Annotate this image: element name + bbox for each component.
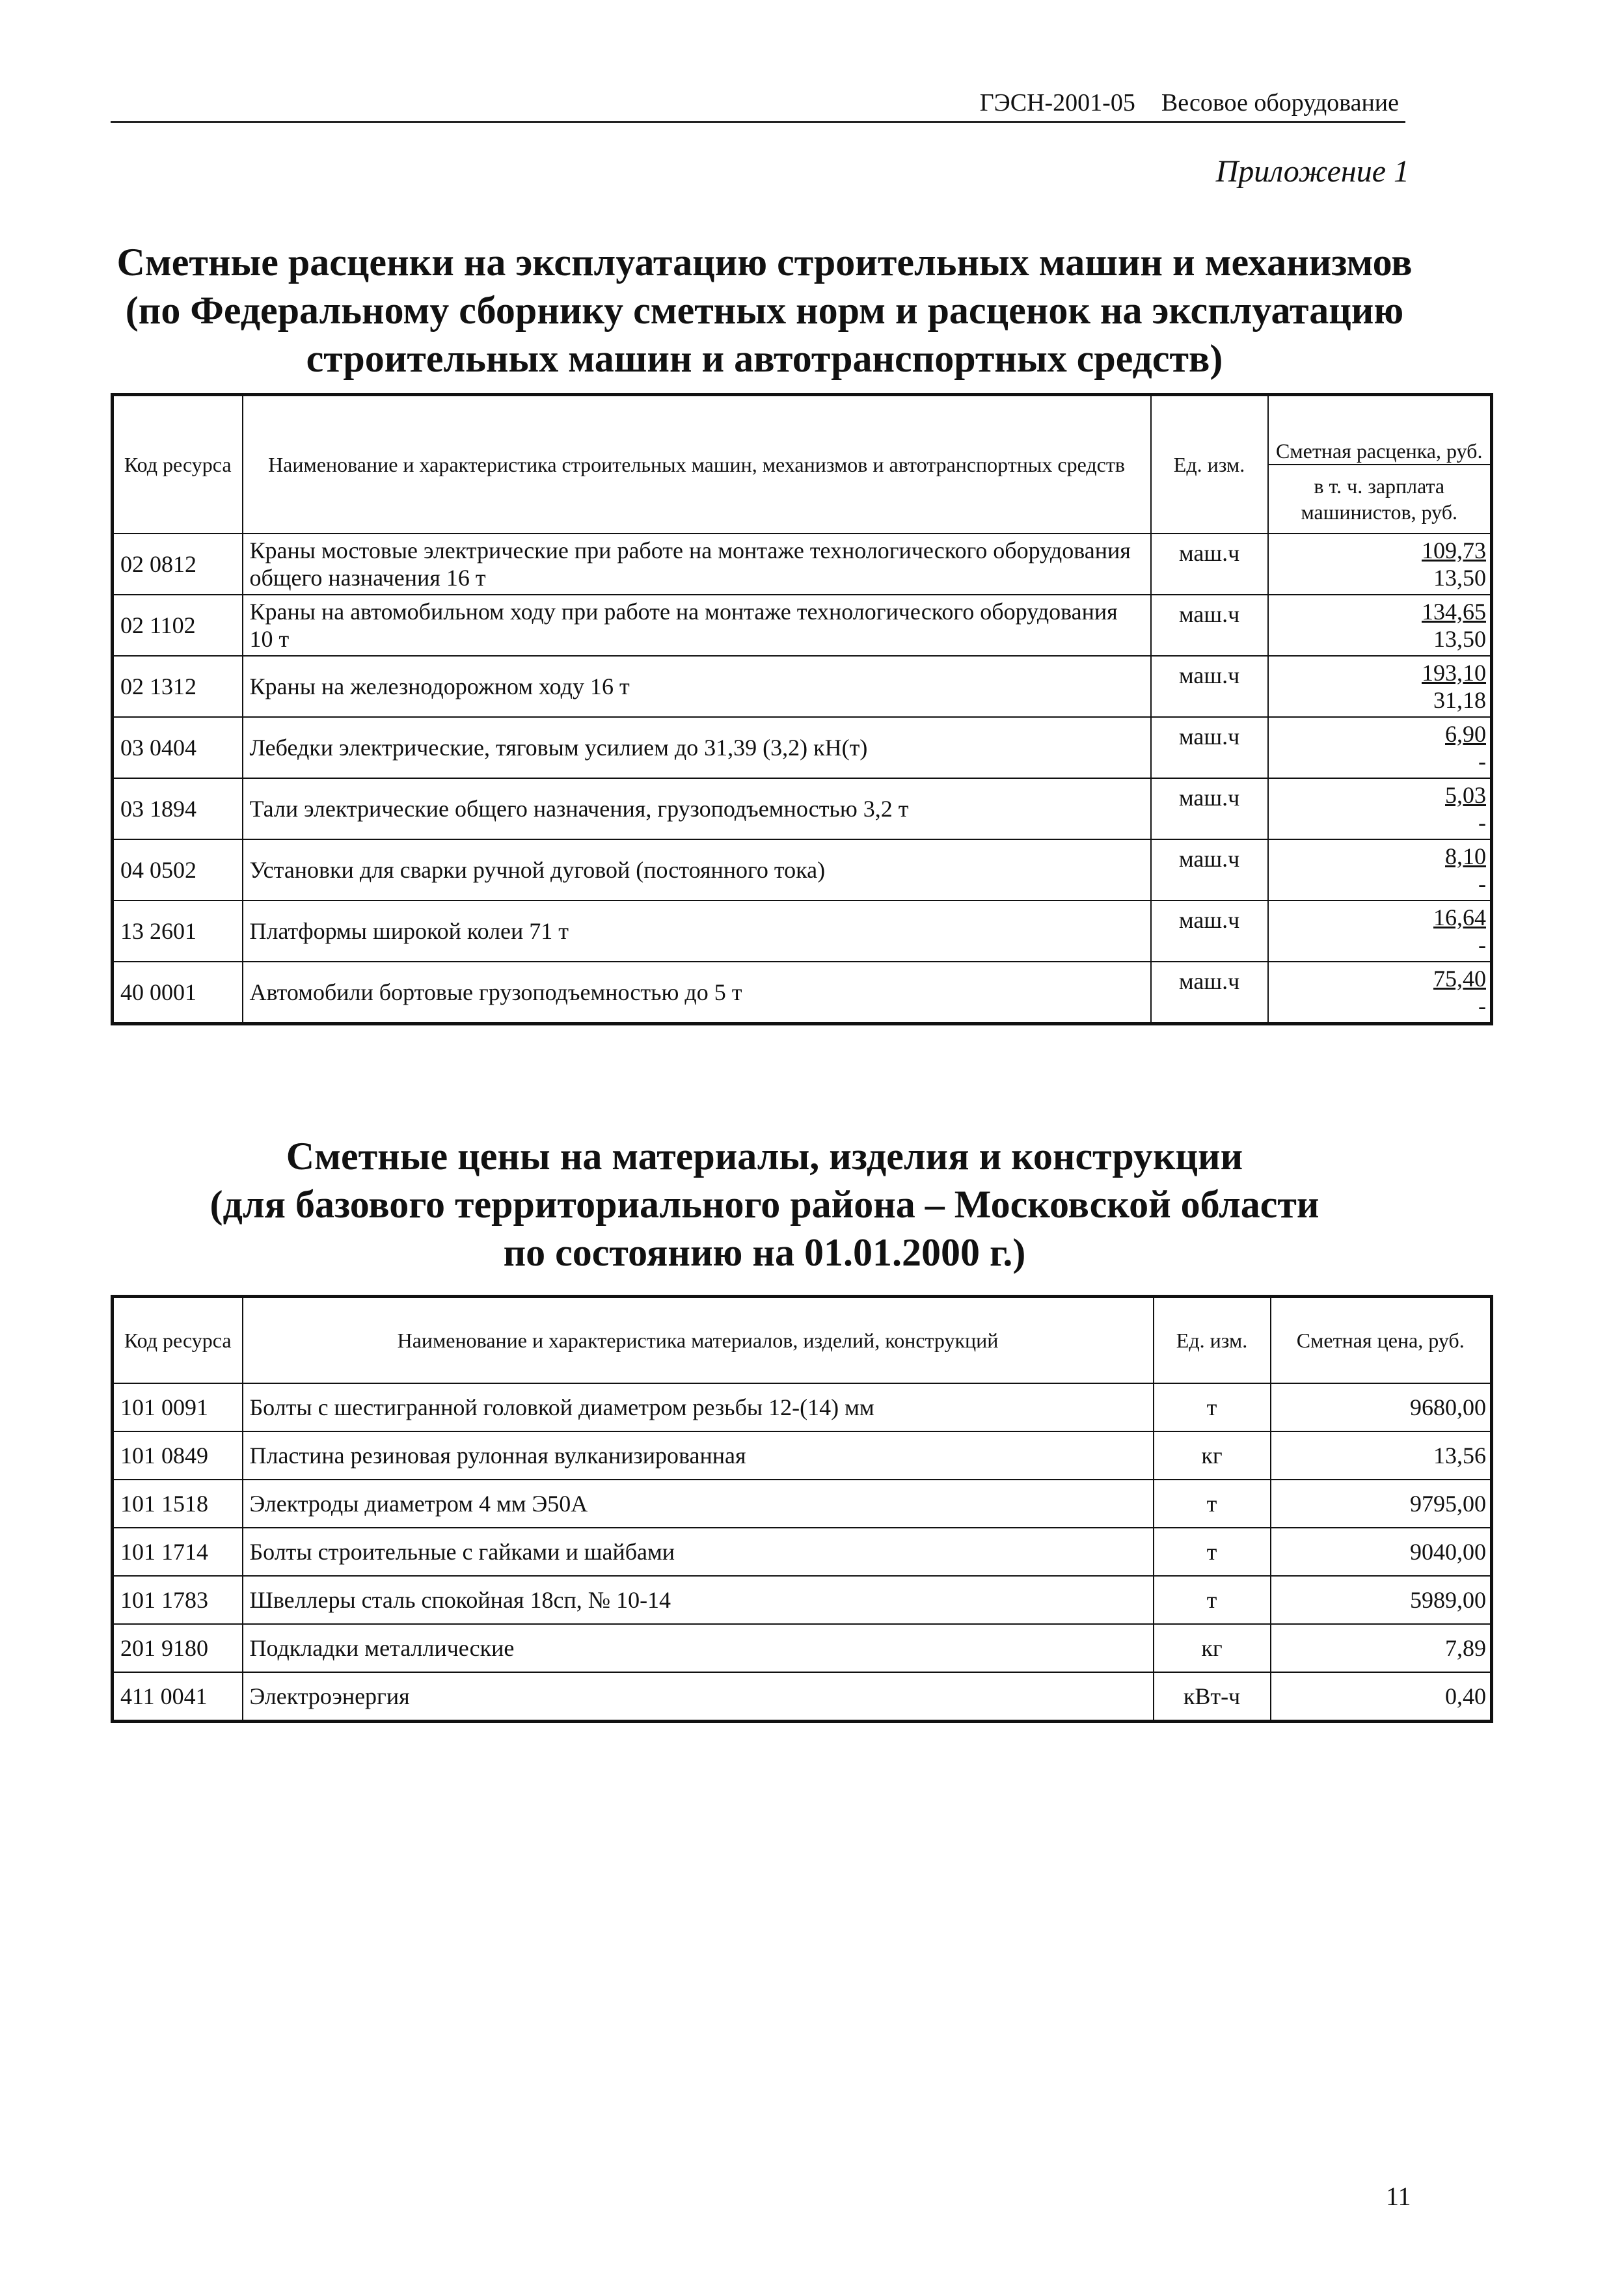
table-header-row [113,1297,1492,1384]
resource-unit: маш.ч [1151,778,1268,839]
resource-unit: маш.ч [1151,901,1268,962]
resource-code: 02 1102 [113,595,243,656]
resource-price: 7,89 [1271,1624,1492,1672]
resource-price: 5989,00 [1271,1576,1492,1624]
table-header-row [113,395,1492,465]
resource-code: 13 2601 [113,901,243,962]
resource-code: 04 0502 [113,839,243,901]
machine-price: 8,10 [1445,843,1486,869]
resource-price: 9680,00 [1271,1383,1492,1431]
price-cell [1268,656,1492,717]
machine-price: 134,65 [1422,599,1486,625]
table-row [113,1383,1492,1431]
machines-title-line: (по Федеральному сборнику сметных норм и расценок на эксплуатацию [125,289,1404,332]
table-row [113,901,1492,962]
resource-name: Краны мостовые электрические при работе на монтаже технологического оборудования общего назначения 16 т [243,534,1151,595]
resource-name: Платформы широкой колеи 71 т [243,901,1151,962]
machinist-wage: - [1478,932,1486,958]
machinist-wage: - [1478,871,1486,897]
appendix-label: Приложение 1 [1215,154,1409,189]
column-header-wage: в т. ч. зарплата машинистов, руб. [1268,465,1492,534]
column-header-unit: Ед. изм. [1154,1297,1271,1384]
price-cell [1268,839,1492,901]
running-header [111,83,1405,123]
resource-name: Лебедки электрические, тяговым усилием до 31,39 (3,2) кН(т) [243,717,1151,778]
resource-code: 101 0849 [113,1431,243,1480]
machines-table [111,393,1493,1025]
machine-price: 16,64 [1433,904,1486,930]
resource-name: Пластина резиновая рулонная вулканизированная [243,1431,1154,1480]
materials-title-line: Сметные цены на материалы, изделия и конструкции [286,1135,1243,1178]
resource-name: Болты строительные с гайками и шайбами [243,1528,1154,1576]
machinist-wage: - [1478,809,1486,835]
resource-code: 101 1714 [113,1528,243,1576]
column-header-price: Сметная цена, руб. [1271,1297,1492,1384]
column-header-name: Наименование и характеристика строительных машин, механизмов и автотранспортных средств [243,395,1151,534]
table-row [113,1672,1492,1722]
resource-unit: маш.ч [1151,839,1268,901]
resource-code: 03 0404 [113,717,243,778]
machinist-wage: 13,50 [1433,565,1486,591]
table-row [113,534,1492,595]
resource-unit: маш.ч [1151,656,1268,717]
resource-name: Электроды диаметром 4 мм Э50А [243,1480,1154,1528]
resource-price: 0,40 [1271,1672,1492,1722]
machinist-wage: 31,18 [1433,687,1486,713]
price-cell [1268,595,1492,656]
resource-name: Швеллеры сталь спокойная 18сп, № 10-14 [243,1576,1154,1624]
price-cell [1268,901,1492,962]
machinist-wage: - [1478,993,1486,1019]
table-row [113,778,1492,839]
table-row [113,839,1492,901]
price-cell [1268,717,1492,778]
materials-title [85,1132,1444,1277]
machines-title-line: строительных машин и автотранспортных средств) [306,337,1223,380]
table-row [113,1431,1492,1480]
resource-unit: т [1154,1383,1271,1431]
resource-unit: кВт-ч [1154,1672,1271,1722]
resource-code: 03 1894 [113,778,243,839]
machine-price: 5,03 [1445,782,1486,808]
resource-name: Установки для сварки ручной дуговой (постоянного тока) [243,839,1151,901]
resource-code: 101 1783 [113,1576,243,1624]
machinist-wage: - [1478,748,1486,774]
resource-code: 02 1312 [113,656,243,717]
machine-price: 6,90 [1445,721,1486,747]
resource-unit: кг [1154,1431,1271,1480]
resource-unit: маш.ч [1151,717,1268,778]
document-code: ГЭСН-2001-05 [979,89,1135,116]
table-row [113,962,1492,1024]
resource-price: 9795,00 [1271,1480,1492,1528]
price-cell [1268,778,1492,839]
resource-code: 02 0812 [113,534,243,595]
machines-title [85,238,1444,383]
resource-unit: т [1154,1528,1271,1576]
resource-unit: т [1154,1480,1271,1528]
resource-unit: маш.ч [1151,962,1268,1024]
column-header-name: Наименование и характеристика материалов, изделий, конструкций [243,1297,1154,1384]
table-row [113,1624,1492,1672]
column-header-code: Код ресурса [113,1297,243,1384]
resource-code: 40 0001 [113,962,243,1024]
table-row [113,1480,1492,1528]
machine-price: 193,10 [1422,660,1486,686]
table-row [113,1528,1492,1576]
resource-name: Тали электрические общего назначения, грузоподъемностью 3,2 т [243,778,1151,839]
machinist-wage: 13,50 [1433,626,1486,652]
table-row [113,656,1492,717]
section-name: Весовое оборудование [1161,89,1399,116]
materials-title-line: по состоянию на 01.01.2000 г.) [503,1231,1026,1274]
price-cell [1268,962,1492,1024]
table-row [113,1576,1492,1624]
resource-price: 13,56 [1271,1431,1492,1480]
resource-code: 101 0091 [113,1383,243,1431]
materials-table [111,1295,1493,1723]
machines-title-line: Сметные расценки на эксплуатацию строительных машин и механизмов [116,241,1413,284]
resource-unit: т [1154,1576,1271,1624]
table-row [113,595,1492,656]
column-header-unit: Ед. изм. [1151,395,1268,534]
resource-name: Краны на железнодорожном ходу 16 т [243,656,1151,717]
price-cell [1268,534,1492,595]
resource-unit: маш.ч [1151,534,1268,595]
resource-unit: маш.ч [1151,595,1268,656]
page-number: 11 [1386,2182,1411,2211]
resource-code: 201 9180 [113,1624,243,1672]
resource-price: 9040,00 [1271,1528,1492,1576]
resource-name: Подкладки металлические [243,1624,1154,1672]
resource-unit: кг [1154,1624,1271,1672]
resource-code: 411 0041 [113,1672,243,1722]
machine-price: 75,40 [1433,966,1486,992]
column-header-code: Код ресурса [113,395,243,534]
column-header-price: Сметная расценка, руб. [1268,395,1492,465]
resource-name: Болты с шестигранной головкой диаметром резьбы 12-(14) мм [243,1383,1154,1431]
resource-name: Электроэнергия [243,1672,1154,1722]
resource-code: 101 1518 [113,1480,243,1528]
table-row [113,717,1492,778]
materials-title-line: (для базового территориального района – Московской области [210,1183,1320,1226]
machine-price: 109,73 [1422,537,1486,563]
resource-name: Краны на автомобильном ходу при работе на монтаже технологического оборудования 10 т [243,595,1151,656]
resource-name: Автомобили бортовые грузоподъемностью до 5 т [243,962,1151,1024]
